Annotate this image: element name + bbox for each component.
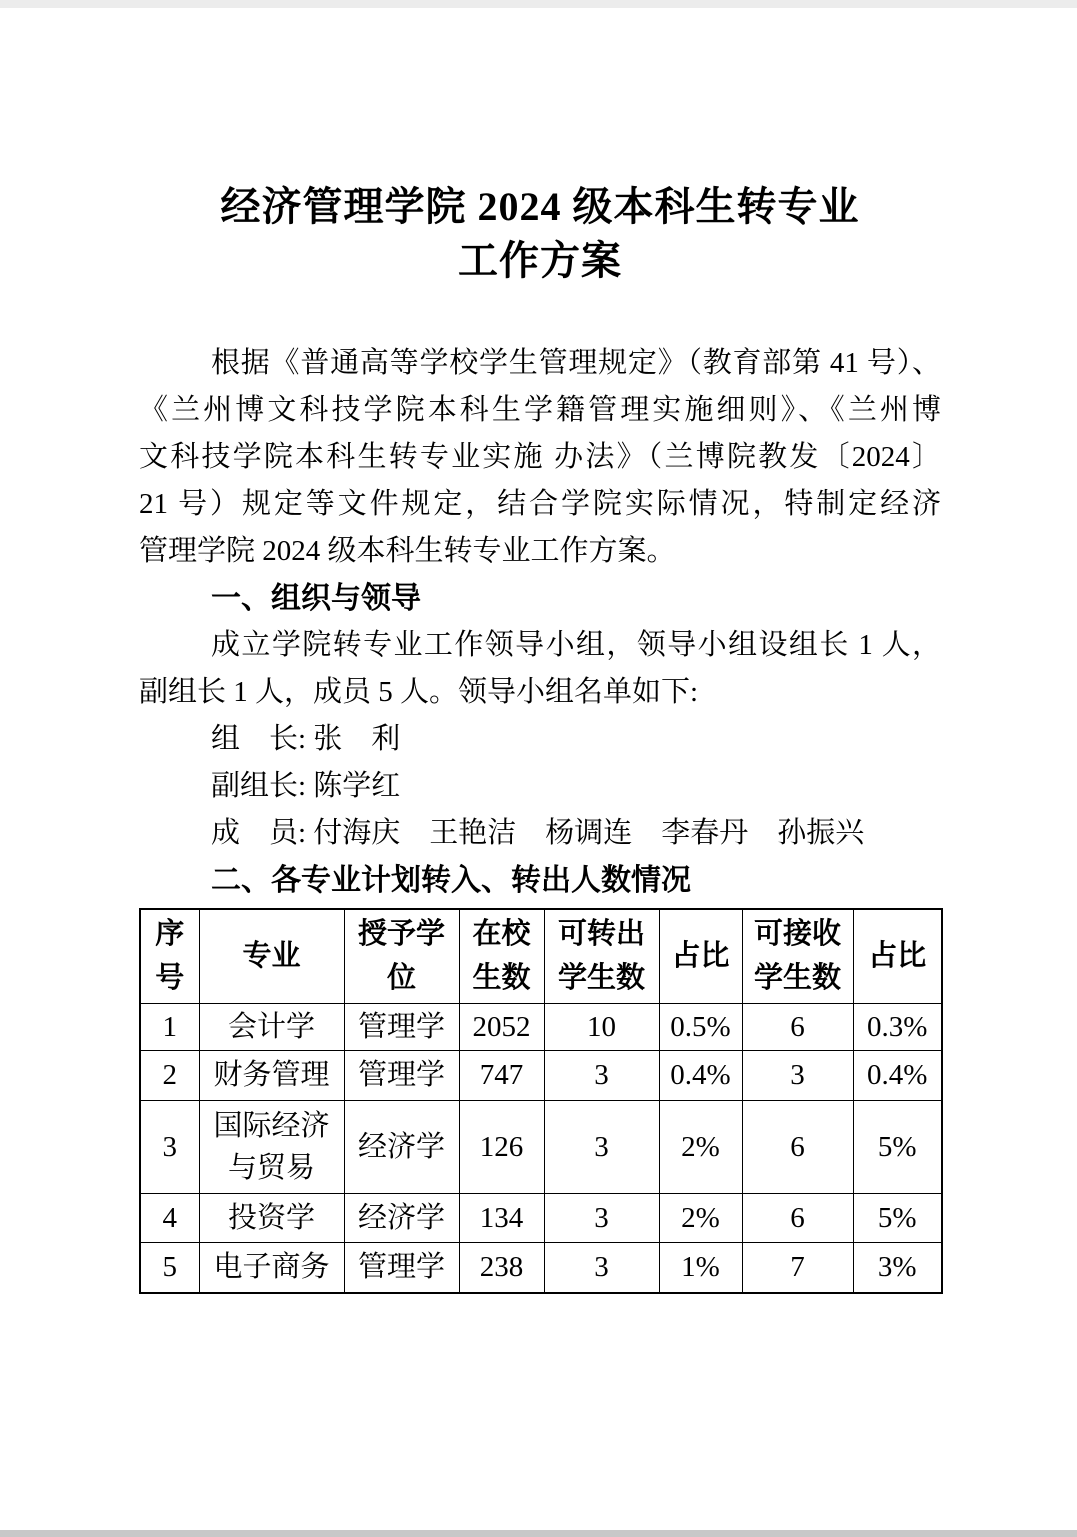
table-header-row [140,909,942,1003]
document-title [139,180,941,288]
roster-members: 成 员: 付海庆 王艳洁 杨调连 李春丹 孙振兴 [211,817,865,849]
intro-line-3: 文科技学院本科生转专业实施 办法》（兰博院教发〔2024〕 [139,441,941,473]
cell-transfer-out: 10 [544,1003,659,1050]
roster-deputy-leader: 副组长: 陈学红 [211,770,401,802]
cell-in-ratio: 0.3% [853,1003,942,1050]
page-gap-bottom [0,1530,1077,1537]
intro-line-1: 根据《普通高等学校学生管理规定》（教育部第 41 号）、 [211,347,941,379]
document-body [139,340,941,904]
document-title-line2: 工作方案 [458,238,622,283]
cell-transfer-out: 3 [544,1100,659,1193]
col-header-major: 专业 [199,909,344,1003]
section1-line-2: 副组长 1 人，成员 5 人。领导小组名单如下: [139,676,699,708]
table-row-ecommerce [140,1242,942,1293]
cell-enrolled: 134 [459,1193,544,1242]
intro-line-4: 21 号）规定等文件规定，结合学院实际情况，特制定经济 [139,488,941,520]
col-header-degree: 授予学位 [344,909,459,1003]
cell-enrolled: 238 [459,1242,544,1293]
cell-degree: 经济学 [344,1100,459,1193]
section1-heading: 一、组织与领导 [211,582,421,615]
cell-major: 电子商务 [199,1242,344,1293]
cell-out-ratio: 2% [659,1193,742,1242]
cell-in-ratio: 0.4% [853,1050,942,1100]
table-row-international-trade [140,1100,942,1193]
col-header-transfer-out: 可转出学生数 [544,909,659,1003]
cell-transfer-out: 3 [544,1193,659,1242]
transfer-plan-table [139,908,943,1294]
cell-transfer-out: 3 [544,1242,659,1293]
cell-transfer-out: 3 [544,1050,659,1100]
cell-accept-in: 6 [742,1100,853,1193]
cell-index: 4 [140,1193,199,1242]
cell-in-ratio: 5% [853,1100,942,1193]
col-header-enrolled: 在校生数 [459,909,544,1003]
cell-accept-in: 3 [742,1050,853,1100]
table-row-financial-management [140,1050,942,1100]
cell-enrolled: 2052 [459,1003,544,1050]
intro-line-2: 《兰州博文科技学院本科生学籍管理实施细则》、《兰州博 [139,394,941,426]
document-title-line1: 经济管理学院 2024 级本科生转专业 [220,184,860,229]
cell-index: 3 [140,1100,199,1193]
cell-degree: 管理学 [344,1242,459,1293]
section2-heading: 二、各专业计划转入、转出人数情况 [211,864,691,897]
cell-major: 财务管理 [199,1050,344,1100]
cell-out-ratio: 1% [659,1242,742,1293]
cell-major: 会计学 [199,1003,344,1050]
page-content [139,0,941,1294]
cell-accept-in: 6 [742,1003,853,1050]
cell-enrolled: 747 [459,1050,544,1100]
cell-major: 国际经济与贸易 [199,1100,344,1193]
cell-enrolled: 126 [459,1100,544,1193]
col-header-in-ratio: 占比 [853,909,942,1003]
cell-out-ratio: 0.5% [659,1003,742,1050]
cell-out-ratio: 0.4% [659,1050,742,1100]
cell-degree: 管理学 [344,1050,459,1100]
cell-accept-in: 7 [742,1242,853,1293]
cell-degree: 管理学 [344,1003,459,1050]
cell-accept-in: 6 [742,1193,853,1242]
cell-in-ratio: 3% [853,1242,942,1293]
roster-leader: 组 长: 张 利 [211,723,401,755]
cell-out-ratio: 2% [659,1100,742,1193]
cell-index: 5 [140,1242,199,1293]
col-header-index: 序号 [140,909,199,1003]
intro-line-5: 管理学院 2024 级本科生转专业工作方案。 [139,535,676,567]
cell-index: 2 [140,1050,199,1100]
col-header-accept-in: 可接收学生数 [742,909,853,1003]
section1-line-1: 成立学院转专业工作领导小组，领导小组设组长 1 人， [211,629,941,661]
cell-in-ratio: 5% [853,1193,942,1242]
cell-degree: 经济学 [344,1193,459,1242]
table-row-accounting [140,1003,942,1050]
col-header-out-ratio: 占比 [659,909,742,1003]
cell-index: 1 [140,1003,199,1050]
table-row-investment [140,1193,942,1242]
cell-major: 投资学 [199,1193,344,1242]
